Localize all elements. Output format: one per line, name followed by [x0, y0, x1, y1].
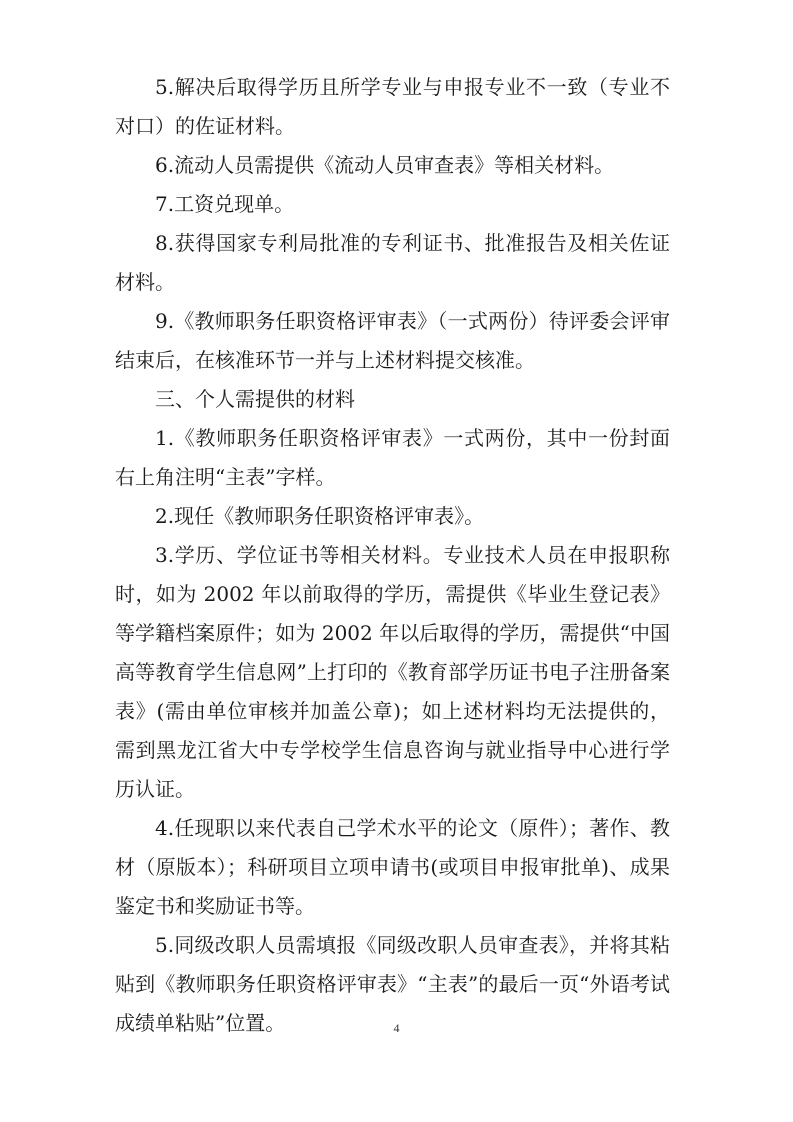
paragraph-item-8: 8.获得国家专利局批准的专利证书、批准报告及相关佐证材料。	[115, 231, 670, 294]
page-number: 4	[393, 1021, 400, 1035]
paragraph-item-5b: 5.同级改职人员需填报《同级改职人员审查表》，并将其粘贴到《教师职务任职资格评审表》“主表”的最后一页“外语考试成绩单粘贴”位置。	[115, 933, 670, 1035]
document-body	[115, 68, 670, 1043]
paragraph-item-6: 6.流动人员需提供《流动人员审查表》等相关材料。	[155, 153, 615, 177]
paragraph-item-4: 4.任现职以来代表自己学术水平的论文（原件）；著作、教材（原版本）；科研项目立项申请书(或项目申报审批单)、成果鉴定书和奖励证书等。	[115, 816, 670, 918]
paragraph-item-5: 5.解决后取得学历且所学专业与申报专业不一致（专业不对口）的佐证材料。	[115, 75, 670, 138]
paragraph-item-9: 9.《教师职务任职资格评审表》（一式两份）待评委会评审结束后，在核准环节一并与上述材料提交核准。	[115, 309, 670, 372]
paragraph-item-3: 3.学历、学位证书等相关材料。专业技术人员在申报职称时，如为 2002 年以前取得的学历，需提供《毕业生登记表》等学籍档案原件；如为 2002 年以后取得的学历，需提供“中国高等教育学生信息网”上打印的《教育部学历证书电子注册备案表》(需由单位审核并加盖公章)；如上述材料均无法提供的，需到黑龙江省大中专学校学生信息咨询与就业指导中心进行学历认证。	[115, 543, 670, 801]
paragraph-item-7: 7.工资兑现单。	[155, 192, 295, 216]
paragraph-item-1: 1.《教师职务任职资格评审表》一式两份，其中一份封面右上角注明“主表”字样。	[115, 426, 670, 489]
section-heading: 三、个人需提供的材料	[155, 387, 355, 411]
paragraph-item-2: 2.现任《教师职务任职资格评审表》。	[155, 504, 485, 528]
